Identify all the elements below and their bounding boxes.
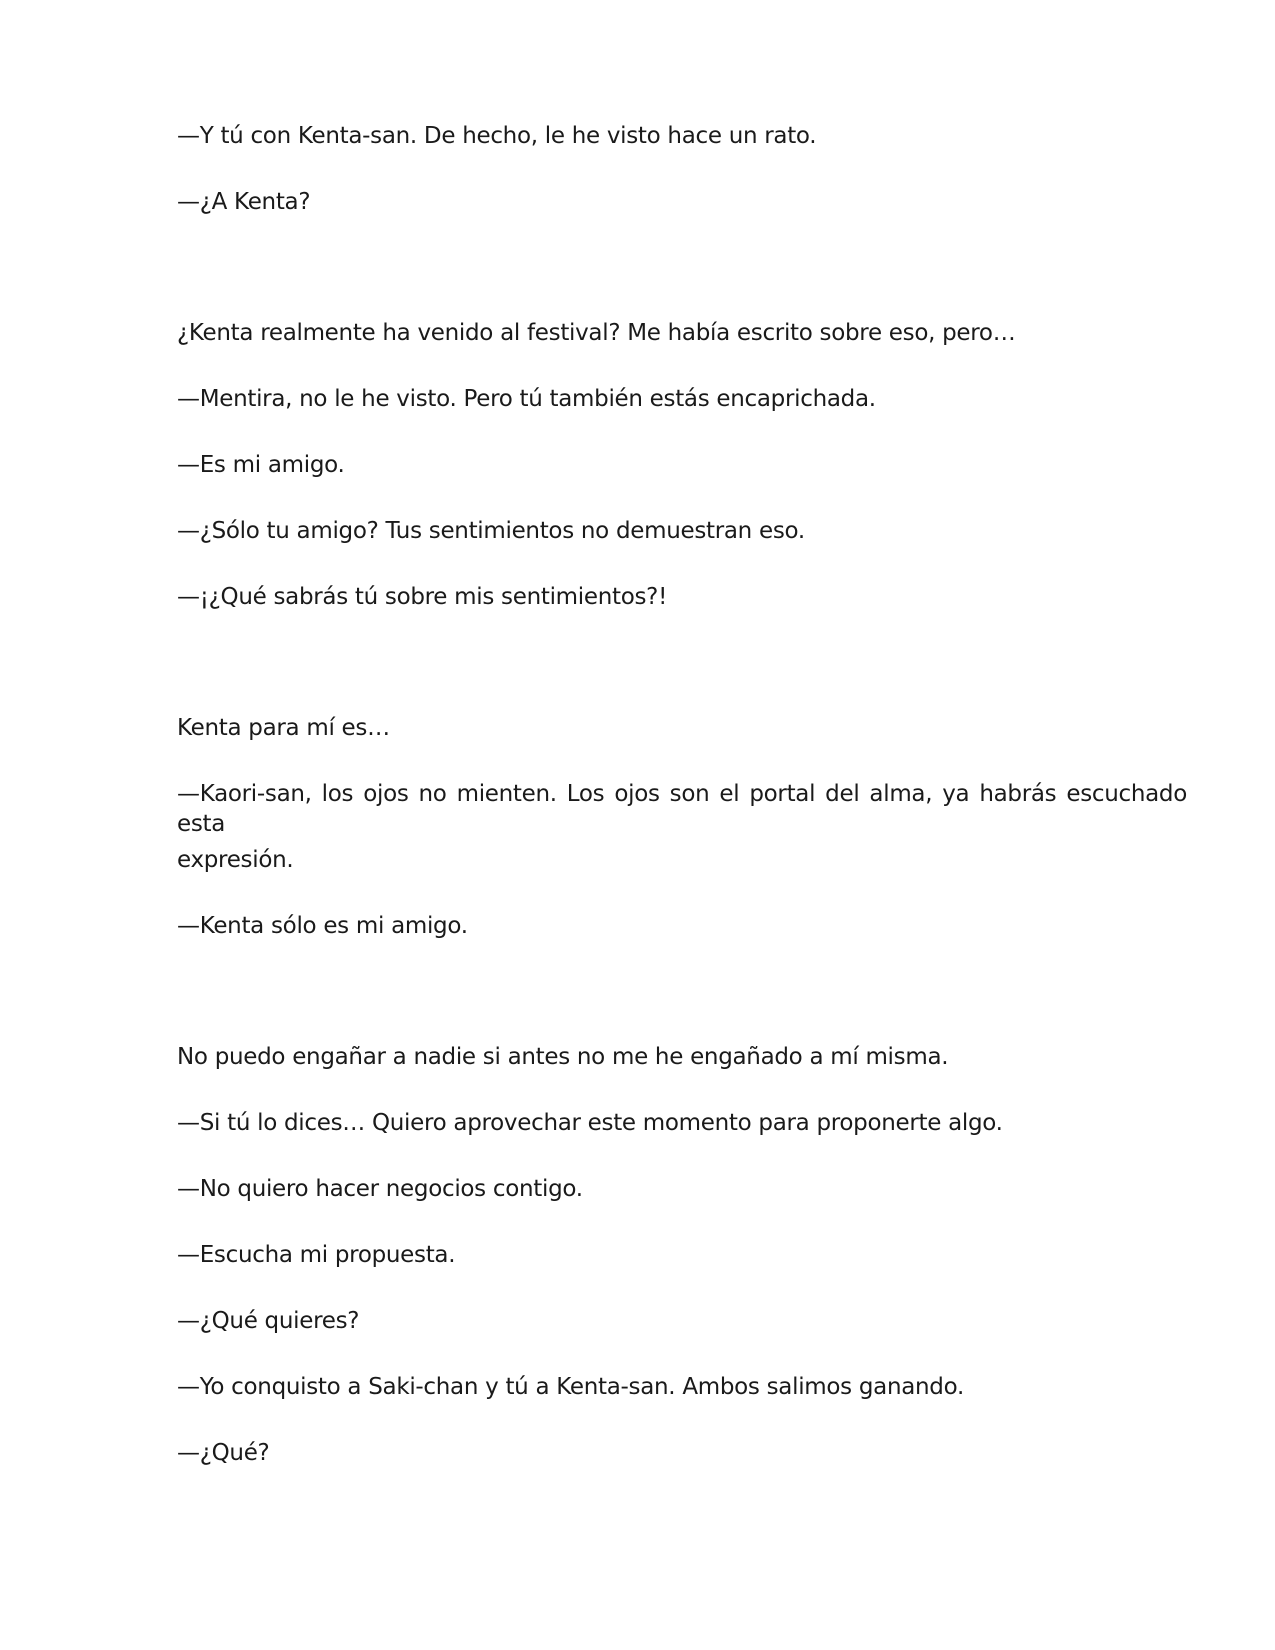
narration-line: Kenta para mí es… (177, 715, 390, 741)
dialogue-line: —Si tú lo dices… Quiero aprovechar este momento para proponerte algo. (177, 1110, 1003, 1136)
dialogue-line: —Es mi amigo. (177, 452, 345, 478)
dialogue-line-continuation: expresión. (177, 847, 294, 873)
dialogue-line: —¿Qué quieres? (177, 1308, 360, 1334)
dialogue-line: —Mentira, no le he visto. Pero tú también estás encaprichada. (177, 386, 876, 412)
dialogue-line: —¿A Kenta? (177, 189, 311, 215)
dialogue-line: —Kaori-san, los ojos no mienten. Los ojos son el portal del alma, ya habrás escuchado esta (177, 781, 1187, 837)
dialogue-line: —Escucha mi propuesta. (177, 1242, 456, 1268)
dialogue-line: —Y tú con Kenta-san. De hecho, le he visto hace un rato. (177, 123, 817, 149)
dialogue-line: —¿Sólo tu amigo? Tus sentimientos no demuestran eso. (177, 518, 805, 544)
dialogue-line: —¡¿Qué sabrás tú sobre mis sentimientos?! (177, 584, 667, 610)
narration-line: No puedo engañar a nadie si antes no me he engañado a mí misma. (177, 1044, 949, 1070)
dialogue-line: —¿Qué? (177, 1440, 270, 1466)
narration-line: ¿Kenta realmente ha venido al festival? Me había escrito sobre eso, pero… (177, 320, 1016, 346)
dialogue-line: —Kenta sólo es mi amigo. (177, 913, 468, 939)
dialogue-line: —Yo conquisto a Saki-chan y tú a Kenta-san. Ambos salimos ganando. (177, 1374, 964, 1400)
dialogue-line: —No quiero hacer negocios contigo. (177, 1176, 583, 1202)
